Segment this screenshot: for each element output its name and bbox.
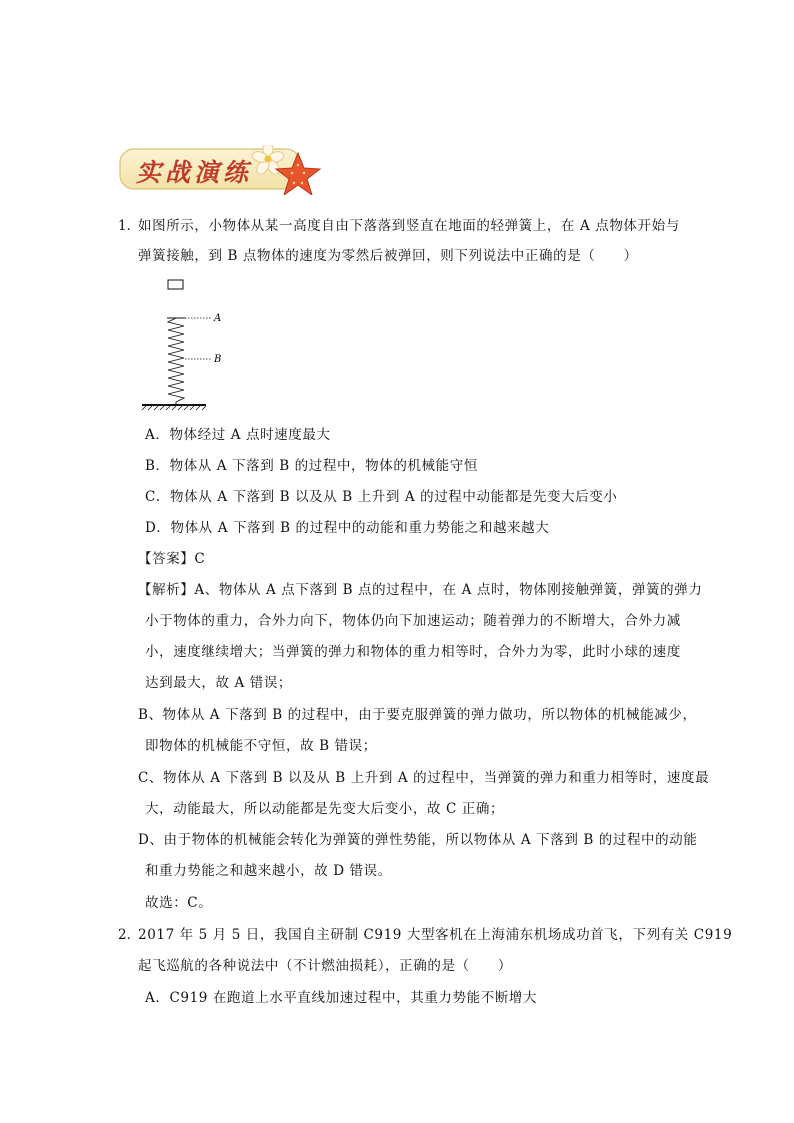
analysis-line-3: 小，速度继续增大；当弹簧的弹力和物体的重力相等时，合外力为零，此时小球的速度 xyxy=(145,644,681,660)
falling-block xyxy=(168,280,183,289)
question-2-option-a: A．C919 在跑道上水平直线加速过程中，其重力势能不断增大 xyxy=(145,990,538,1006)
question-1-option-a: A．物体经过 A 点时速度最大 xyxy=(145,427,331,443)
question-2-stem-line-2: 起飞巡航的各种说法中（不计燃油损耗），正确的是（ ） xyxy=(138,958,512,974)
analysis-line-10: 和重力势能之和越来越小，故 D 错误。 xyxy=(145,863,392,879)
label-b: B xyxy=(214,354,222,365)
analysis-line-4: 达到最大，故 A 错误； xyxy=(145,675,293,691)
spring-coil xyxy=(168,318,184,404)
analysis-line-9: D、由于物体的机械能会转化为弹簧的弹性势能，所以物体从 A 下落到 B 的过程中的动能 xyxy=(138,832,698,848)
question-1-answer: 【答案】C xyxy=(138,551,206,567)
analysis-line-1: 【解析】A、物体从 A 点下落到 B 点的过程中，在 A 点时，物体刚接触弹簧，弹簧的弹力 xyxy=(138,582,703,598)
question-1-option-d: D．物体从 A 下落到 B 的过程中的动能和重力势能之和越来越大 xyxy=(145,520,550,536)
analysis-line-8: 大，动能最大，所以动能都是先变大后变小，故 C 正确； xyxy=(145,801,505,817)
question-1-stem-line-2: 弹簧接触，到 B 点物体的速度为零然后被弹回，则下列说法中正确的是（ ） xyxy=(138,248,638,264)
question-2-stem-line-1: 2017 年 5 月 5 日，我国自主研制 C919 大型客机在上海浦东机场成功首飞，下列有关 C919 xyxy=(138,927,733,943)
analysis-line-7: C、物体从 A 下落到 B 以及从 B 上升到 A 的过程中，当弹簧的弹力和重力相等时，速度最 xyxy=(138,770,710,786)
question-2-number: 2． xyxy=(118,927,141,943)
label-a: A xyxy=(214,313,222,324)
banner-title: 实战演练 xyxy=(136,158,253,187)
analysis-line-11: 故选：C。 xyxy=(145,895,213,911)
analysis-line-6: 即物体的机械能不守恒，故 B 错误； xyxy=(145,738,377,754)
analysis-line-5: B、物体从 A 下落到 B 的过程中，由于要克服弹簧的弹力做功，所以物体的机械能减少， xyxy=(138,707,697,723)
spring-figure xyxy=(140,278,260,414)
section-banner xyxy=(118,145,324,195)
question-1-option-c: C．物体从 A 下落到 B 以及从 B 上升到 A 的过程中动能都是先变大后变小 xyxy=(145,489,618,505)
question-1-option-b: B．物体从 A 下落到 B 的过程中，物体的机械能守恒 xyxy=(145,458,478,474)
question-1-stem-line-1: 如图所示，小物体从某一高度自由下落落到竖直在地面的轻弹簧上，在 A 点物体开始与 xyxy=(138,218,680,234)
analysis-line-2: 小于物体的重力，合外力向下，物体仍向下加速运动；随着弹力的不断增大，合外力减 xyxy=(145,613,681,629)
question-1-number: 1． xyxy=(118,218,141,234)
